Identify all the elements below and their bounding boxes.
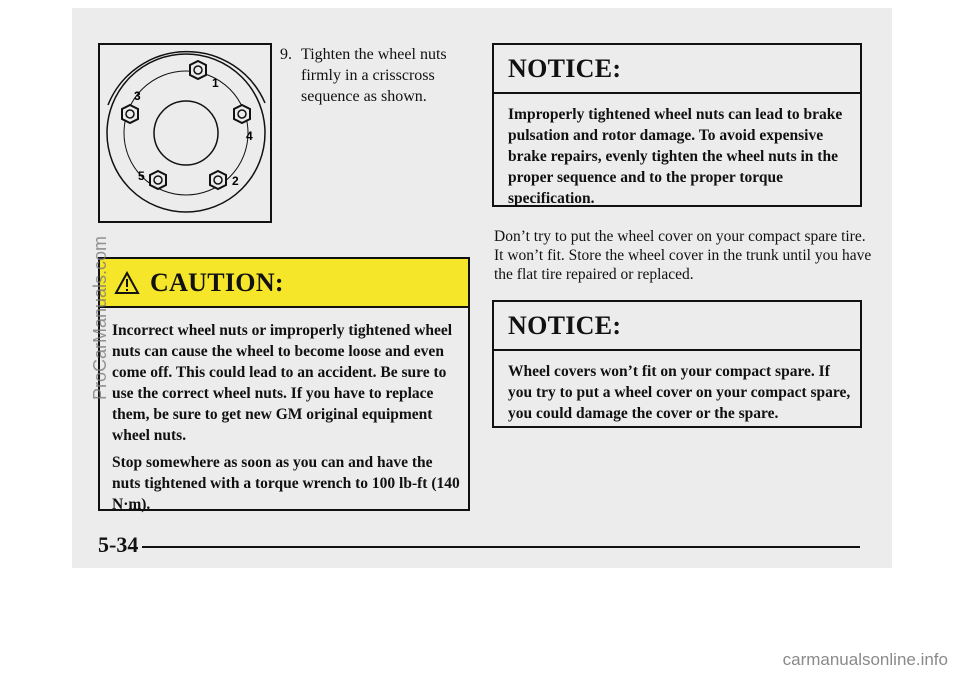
lug-nut-3 [122, 105, 138, 123]
notice-title: NOTICE: [508, 310, 622, 340]
warning-triangle-icon [114, 271, 140, 295]
lug-nut-5 [150, 171, 166, 189]
notice-header [494, 302, 860, 351]
notice-text: Improperly tightened wheel nuts can lead to brake pulsation and rotor damage. To avoid expensive brake repairs, evenly tighten the wheel nuts in the proper sequence and to the proper torque specification. [508, 106, 843, 207]
caution-title: CAUTION: [150, 267, 284, 297]
wheel-nut-sequence-diagram [98, 43, 272, 223]
caution-box [98, 257, 470, 511]
wheel-diagram-svg [100, 45, 270, 221]
wheel-cover-paragraph: Don’t try to put the wheel cover on your compact spare tire. It won’t fit. Store the wheel cover in the trunk until you have the flat tire repaired or replaced. [494, 228, 872, 283]
notice-box-wheel-cover [492, 300, 862, 428]
wheel-hub [154, 101, 218, 165]
lug-nut-2 [210, 171, 226, 189]
lug-nut-1 [190, 61, 206, 79]
caution-paragraph-2: Stop somewhere as soon as you can and have the nuts tightened with a torque wrench to 100 lb-ft (140 N·m). [112, 454, 460, 513]
diagram-label-2: 2 [232, 174, 239, 188]
side-watermark: ProCarManuals.com [90, 235, 110, 400]
wheel-rim-arc [108, 52, 265, 105]
notice-header [494, 45, 860, 94]
page-number: 5-34 [98, 532, 139, 557]
notice-box-brakes [492, 43, 862, 207]
caution-paragraph-1: Incorrect wheel nuts or improperly tightened wheel nuts can cause the wheel to become loose and even come off. This could lead to an accident. Be sure to use the correct wheel nuts. If you have to replace them, be sure to get new GM original equipment wheel nuts. [112, 322, 453, 444]
diagram-label-1: 1 [212, 76, 219, 90]
diagram-label-5: 5 [138, 169, 145, 183]
caution-header [100, 259, 468, 308]
diagram-label-4: 4 [246, 129, 253, 143]
notice-text: Wheel covers won’t fit on your compact spare. If you try to put a wheel cover on your compact spare, you could damage the cover or the spare. [508, 363, 851, 422]
step-number: 9. [280, 46, 292, 63]
lug-nut-4 [234, 105, 250, 123]
notice-body [494, 94, 860, 209]
caution-body [100, 308, 468, 515]
step-9 [280, 44, 470, 107]
notice-body [494, 351, 860, 424]
step-text: Tighten the wheel nuts firmly in a crisscross sequence as shown. [301, 46, 447, 105]
bottom-watermark: carmanualsonline.info [782, 650, 948, 669]
footer-rule [142, 546, 860, 548]
notice-title: NOTICE: [508, 53, 622, 83]
diagram-label-3: 3 [134, 89, 141, 103]
